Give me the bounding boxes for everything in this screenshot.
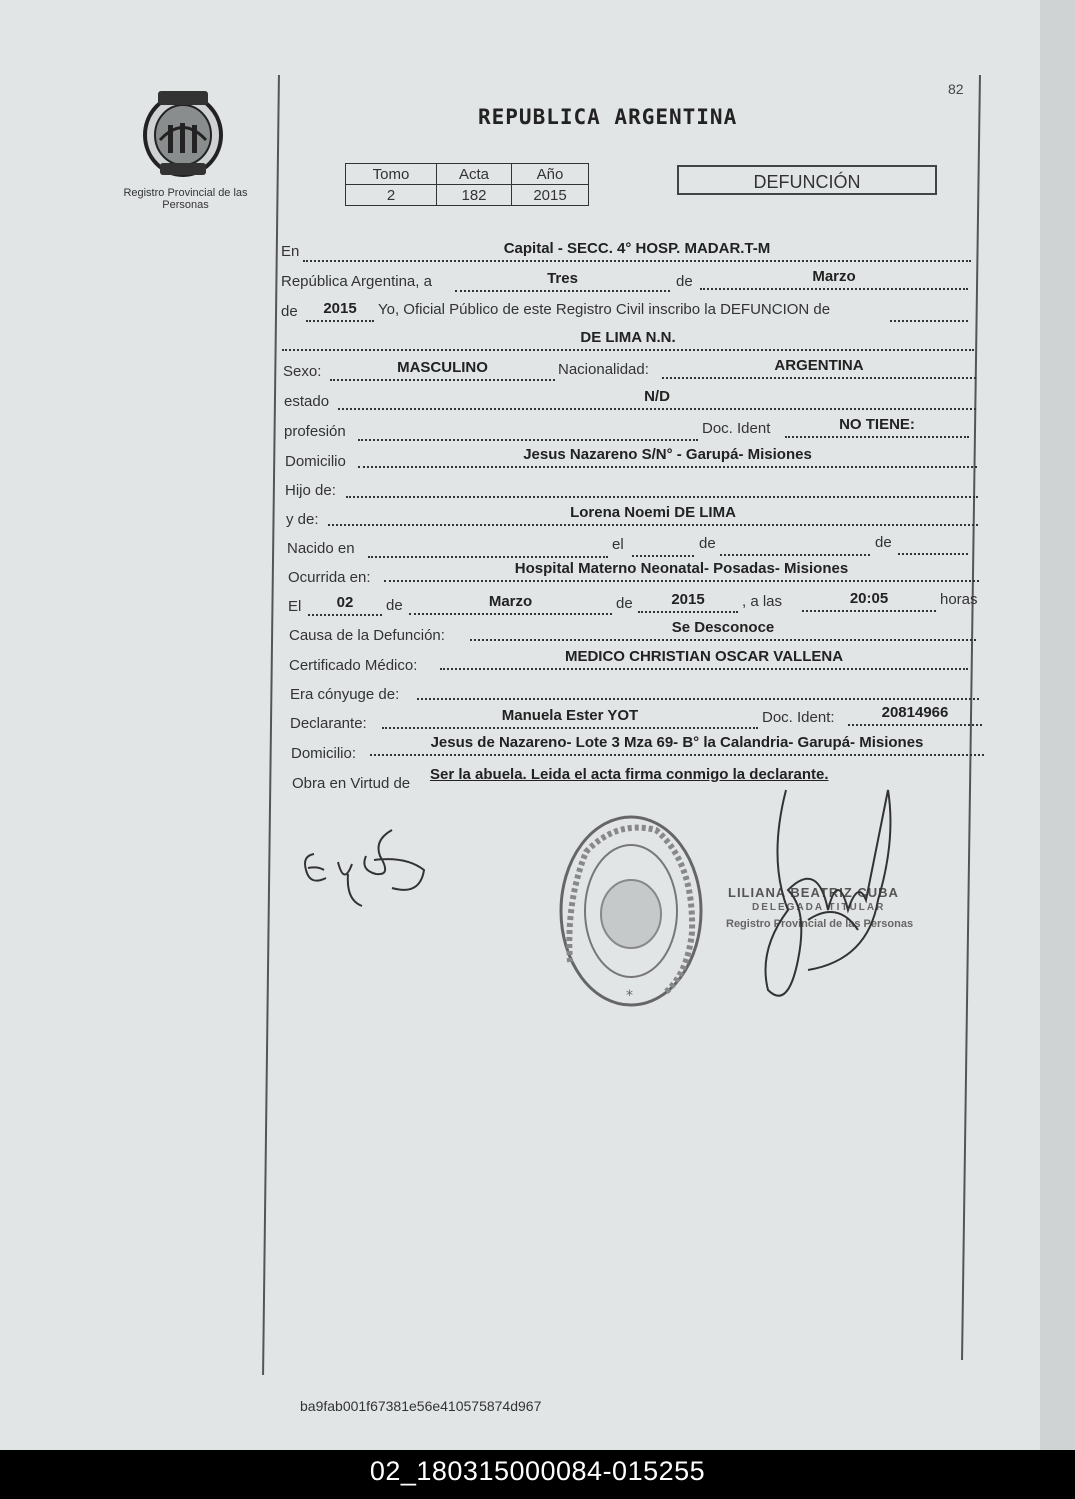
doc-ident-field: NO TIENE: [785, 416, 969, 438]
hijo-label: Hijo de: [285, 482, 336, 499]
day-field: Tres [455, 270, 670, 292]
nacionalidad-label: Nacionalidad: [558, 361, 649, 378]
profesion-field [358, 419, 698, 441]
document-type-box: DEFUNCIÓN [677, 165, 937, 195]
certificado-label: Certificado Médico: [289, 657, 418, 674]
yde-field: Lorena Noemi DE LIMA [328, 504, 978, 526]
month-field: Marzo [700, 268, 968, 290]
ocurrida-label: Ocurrida en: [288, 569, 371, 586]
nacido-day-field [632, 535, 694, 557]
province-seal-logo [138, 85, 228, 180]
official-stamp [556, 812, 706, 1010]
conyuge-label: Era cónyuge de: [290, 686, 400, 703]
de-label-6: de [616, 595, 633, 612]
declarant-signature [296, 826, 436, 916]
anio-header: Año [512, 164, 589, 185]
nacido-label: Nacido en [287, 540, 355, 557]
hijo-field [346, 476, 978, 498]
horas-label: horas [940, 591, 978, 608]
official-signature [748, 780, 898, 1005]
en-field: Capital - SECC. 4° HOSP. MADAR.T-M [303, 240, 971, 262]
republica-label: República Argentina, a [281, 273, 432, 290]
el-label: el [612, 536, 624, 553]
conyuge-field [417, 678, 979, 700]
register-table [345, 163, 589, 206]
svg-text:*: * [626, 988, 633, 1004]
en-label: En [281, 243, 300, 260]
ocurrida-field: Hospital Materno Neonatal- Posadas- Misiones [384, 560, 979, 582]
acta-value: 182 [437, 185, 512, 206]
domicilio-declarante-label: Domicilio: [291, 745, 357, 762]
doc-ident-label: Doc. Ident [702, 420, 771, 437]
death-month-field: Marzo [409, 593, 612, 615]
causa-field: Se Desconoce [470, 619, 976, 641]
nacido-field [368, 536, 608, 558]
death-time-field: 20:05 [802, 590, 936, 612]
el-date-label: El [288, 598, 302, 615]
declarante-doc-label: Doc. Ident: [762, 709, 835, 726]
estado-label: estado [284, 393, 330, 410]
file-id-bar [0, 1450, 1075, 1499]
declarante-field: Manuela Ester YOT [382, 707, 758, 729]
de-label-2: de [281, 303, 298, 320]
nacido-month-field [720, 534, 870, 556]
document-hash: ba9fab001f67381e56e410575874d967 [300, 1398, 542, 1414]
anio-value: 2015 [512, 185, 589, 206]
year-field: 2015 [306, 300, 374, 322]
deceased-name-field: DE LIMA N.N. [282, 329, 974, 351]
domicilio-declarante-field: Jesus de Nazareno- Lote 3 Mza 69- B° la Calandria- Garupá- Misiones [370, 734, 984, 756]
file-id: 02_180315000084-015255 [369, 1456, 706, 1486]
page-title: REPUBLICA ARGENTINA [478, 105, 738, 129]
left-margin-line [262, 75, 280, 1375]
inscribo-text: Yo, Oficial Público de este Registro Civil inscribo la DEFUNCION de [378, 301, 831, 318]
inscribo-tail-field [890, 300, 968, 322]
official-seal-registry: Registro Provincial de las Personas [726, 918, 914, 930]
domicilio-field: Jesus Nazareno S/N° - Garupá- Misiones [358, 446, 977, 468]
tomo-header: Tomo [346, 164, 437, 185]
sexo-field: MASCULINO [330, 359, 555, 381]
acta-header: Acta [437, 164, 512, 185]
de-label-5: de [386, 597, 403, 614]
death-year-field: 2015 [638, 591, 738, 613]
nacido-year-field [898, 533, 968, 555]
official-seal-name: LILIANA BEATRIZ CUBA [728, 885, 899, 900]
sexo-label: Sexo: [283, 363, 322, 380]
de-label-3: de [699, 535, 716, 552]
declarante-label: Declarante: [290, 715, 367, 732]
de-label-4: de [875, 534, 892, 551]
death-day-field: 02 [308, 594, 382, 616]
causa-label: Causa de la Defunción: [289, 627, 445, 644]
de-label-1: de [676, 273, 693, 290]
nacionalidad-field: ARGENTINA [662, 357, 976, 379]
logo-caption: Registro Provincial de las Personas [123, 187, 248, 211]
estado-field: N/D [338, 388, 976, 410]
a-las-label: , a las [742, 593, 783, 610]
page-number: 82 [948, 81, 964, 97]
official-seal-role: DELEGADA TITULAR [752, 902, 886, 913]
certificado-field: MEDICO CHRISTIAN OSCAR VALLENA [440, 648, 968, 670]
domicilio-label: Domicilio [285, 453, 346, 470]
obra-value: Ser la abuela. Leida el acta firma conmigo la declarante. [430, 766, 829, 783]
declarante-doc-field: 20814966 [848, 704, 982, 726]
obra-label: Obra en Virtud de [292, 775, 411, 792]
profesion-label: profesión [284, 423, 346, 440]
yde-label: y de: [286, 511, 319, 528]
page-edge-shadow [1040, 0, 1075, 1450]
tomo-value: 2 [346, 185, 437, 206]
